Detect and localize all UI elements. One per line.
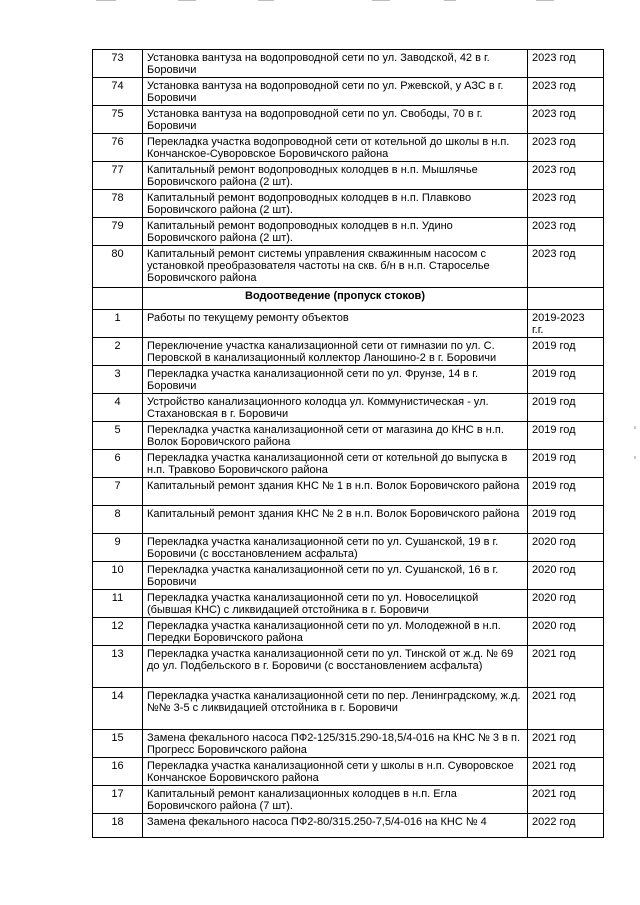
work-description: Перекладка участка канализационной сети по ул. Сушанской, 16 в г. Боровичи bbox=[143, 562, 528, 590]
row-number: 16 bbox=[93, 758, 143, 786]
table-row bbox=[93, 134, 604, 162]
row-number: 15 bbox=[93, 730, 143, 758]
work-description: Перекладка участка канализационной сети от котельной до выпуска в н.п. Травково Боровичского района bbox=[143, 450, 528, 478]
work-year: 2023 год bbox=[528, 190, 604, 218]
work-year: 2019 год bbox=[528, 394, 604, 422]
work-description: Перекладка участка канализационной сети по ул. Тинской от ж.д. № 69 до ул. Подбельского в г. Боровичи (с восстановлением асфальта) bbox=[143, 646, 528, 688]
table-row bbox=[93, 246, 604, 288]
section-title: Водоотведение (пропуск стоков) bbox=[143, 288, 528, 310]
work-year: 2021 год bbox=[528, 646, 604, 688]
table-row bbox=[93, 646, 604, 688]
row-number: 74 bbox=[93, 78, 143, 106]
table-row bbox=[93, 190, 604, 218]
scan-artifact bbox=[536, 0, 554, 1]
work-year: 2021 год bbox=[528, 730, 604, 758]
scan-artifact bbox=[258, 0, 274, 1]
row-number: 18 bbox=[93, 814, 143, 838]
table-row bbox=[93, 590, 604, 618]
work-year: 2021 год bbox=[528, 688, 604, 730]
table-row bbox=[93, 310, 604, 338]
table-row bbox=[93, 786, 604, 814]
row-number: 3 bbox=[93, 366, 143, 394]
section-year-cell bbox=[528, 288, 604, 310]
work-year: 2023 год bbox=[528, 50, 604, 78]
work-year: 2023 год bbox=[528, 218, 604, 246]
work-description: Замена фекального насоса ПФ2-125/315.290-18,5/4-016 на КНС № 3 в п. Прогресс Боровичского района bbox=[143, 730, 528, 758]
section-row bbox=[93, 288, 604, 310]
work-year: 2023 год bbox=[528, 162, 604, 190]
row-number: 75 bbox=[93, 106, 143, 134]
table-row bbox=[93, 562, 604, 590]
table-row bbox=[93, 218, 604, 246]
table-row bbox=[93, 394, 604, 422]
row-number: 8 bbox=[93, 506, 143, 534]
table-row bbox=[93, 162, 604, 190]
table-row bbox=[93, 338, 604, 366]
work-description: Установка вантуза на водопроводной сети по ул. Ржевской, у АЗС в г. Боровичи bbox=[143, 78, 528, 106]
work-year: 2020 год bbox=[528, 618, 604, 646]
work-description: Установка вантуза на водопроводной сети по ул. Свободы, 70 в г. Боровичи bbox=[143, 106, 528, 134]
row-number: 6 bbox=[93, 450, 143, 478]
row-number: 9 bbox=[93, 534, 143, 562]
row-number: 2 bbox=[93, 338, 143, 366]
table-row bbox=[93, 730, 604, 758]
row-number: 76 bbox=[93, 134, 143, 162]
row-number: 79 bbox=[93, 218, 143, 246]
row-number: 78 bbox=[93, 190, 143, 218]
work-description: Перекладка участка канализационной сети от магазина до КНС в н.п. Волок Боровичского района bbox=[143, 422, 528, 450]
work-description: Перекладка участка водопроводной сети от котельной до школы в н.п. Кончанское-Суворовское Боровичского района bbox=[143, 134, 528, 162]
work-year: 2019 год bbox=[528, 450, 604, 478]
work-description: Перекладка участка канализационной сети по пер. Ленинградскому, ж.д. №№ 3-5 с ликвидацией отстойника в г. Боровичи bbox=[143, 688, 528, 730]
row-number: 11 bbox=[93, 590, 143, 618]
work-description: Капитальный ремонт водопроводных колодцев в н.п. Удино Боровичского района (2 шт). bbox=[143, 218, 528, 246]
work-description: Работы по текущему ремонту объектов bbox=[143, 310, 528, 338]
work-description: Переключение участка канализационной сети от гимназии по ул. С. Перовской в канализационный коллектор Ланошино-2 в г. Боровичи bbox=[143, 338, 528, 366]
work-description: Устройство канализационного колодца ул. Коммунистическая - ул. Стахановская в г. Боровичи bbox=[143, 394, 528, 422]
work-description: Замена фекального насоса ПФ2-80/315.250-7,5/4-016 на КНС № 4 bbox=[143, 814, 528, 838]
scan-artifact bbox=[178, 0, 196, 1]
work-year: 2023 год bbox=[528, 134, 604, 162]
work-year: 2019 год bbox=[528, 366, 604, 394]
work-year: 2021 год bbox=[528, 758, 604, 786]
scan-artifact bbox=[372, 0, 390, 1]
row-number: 80 bbox=[93, 246, 143, 288]
work-description: Перекладка участка канализационной сети у школы в н.п. Суворовское Кончанское Боровичского района bbox=[143, 758, 528, 786]
work-description: Установка вантуза на водопроводной сети по ул. Заводской, 42 в г. Боровичи bbox=[143, 50, 528, 78]
work-description: Капитальный ремонт водопроводных колодцев в н.п. Мышлячье Боровичского района (2 шт). bbox=[143, 162, 528, 190]
work-year: 2023 год bbox=[528, 246, 604, 288]
table-row bbox=[93, 106, 604, 134]
work-year: 2023 год bbox=[528, 78, 604, 106]
row-number: 13 bbox=[93, 646, 143, 688]
table-row bbox=[93, 506, 604, 534]
work-year: 2019 год bbox=[528, 422, 604, 450]
work-year: 2023 год bbox=[528, 106, 604, 134]
row-number: 5 bbox=[93, 422, 143, 450]
work-year: 2019 год bbox=[528, 506, 604, 534]
scan-artifact bbox=[634, 456, 636, 459]
row-number: 77 bbox=[93, 162, 143, 190]
work-year: 2019 год bbox=[528, 478, 604, 506]
work-description: Капитальный ремонт здания КНС № 1 в н.п. Волок Боровичского района bbox=[143, 478, 528, 506]
table-row bbox=[93, 366, 604, 394]
table-row bbox=[93, 422, 604, 450]
work-description: Капитальный ремонт здания КНС № 2 в н.п. Волок Боровичского района bbox=[143, 506, 528, 534]
row-number: 10 bbox=[93, 562, 143, 590]
work-year: 2019-2023 г.г. bbox=[528, 310, 604, 338]
scan-artifact bbox=[96, 0, 116, 1]
table-row bbox=[93, 814, 604, 838]
work-year: 2020 год bbox=[528, 534, 604, 562]
table-row bbox=[93, 78, 604, 106]
table-row bbox=[93, 758, 604, 786]
table-row bbox=[93, 478, 604, 506]
row-number: 14 bbox=[93, 688, 143, 730]
scan-artifact bbox=[444, 0, 456, 1]
row-number: 73 bbox=[93, 50, 143, 78]
work-year: 2020 год bbox=[528, 562, 604, 590]
work-year: 2019 год bbox=[528, 338, 604, 366]
table-row bbox=[93, 50, 604, 78]
row-number: 4 bbox=[93, 394, 143, 422]
work-description: Перекладка участка канализационной сети по ул. Новоселицкой (бывшая КНС) с ликвидацией отстойника в г. Боровичи bbox=[143, 590, 528, 618]
work-description: Перекладка участка канализационной сети по ул. Сушанской, 19 в г. Боровичи (с восстановлением асфальта) bbox=[143, 534, 528, 562]
scan-artifact bbox=[634, 426, 636, 429]
works-table bbox=[92, 49, 604, 838]
work-year: 2022 год bbox=[528, 814, 604, 838]
table-row bbox=[93, 450, 604, 478]
row-number: 17 bbox=[93, 786, 143, 814]
section-number-cell bbox=[93, 288, 143, 310]
work-description: Капитальный ремонт канализационных колодцев в н.п. Егла Боровичского района (7 шт). bbox=[143, 786, 528, 814]
work-year: 2020 год bbox=[528, 590, 604, 618]
work-description: Перекладка участка канализационной сети по ул. Фрунзе, 14 в г. Боровичи bbox=[143, 366, 528, 394]
row-number: 12 bbox=[93, 618, 143, 646]
row-number: 1 bbox=[93, 310, 143, 338]
row-number: 7 bbox=[93, 478, 143, 506]
work-year: 2021 год bbox=[528, 786, 604, 814]
table-row bbox=[93, 618, 604, 646]
work-description: Капитальный ремонт водопроводных колодцев в н.п. Плавково Боровичского района (2 шт). bbox=[143, 190, 528, 218]
table-row bbox=[93, 688, 604, 730]
work-description: Капитальный ремонт системы управления скважинным насосом с установкой преобразователя частоты на скв. б/н в н.п. Староселье Боровичского района bbox=[143, 246, 528, 288]
work-description: Перекладка участка канализационной сети по ул. Молодежной в н.п. Передки Боровичского района bbox=[143, 618, 528, 646]
table-row bbox=[93, 534, 604, 562]
